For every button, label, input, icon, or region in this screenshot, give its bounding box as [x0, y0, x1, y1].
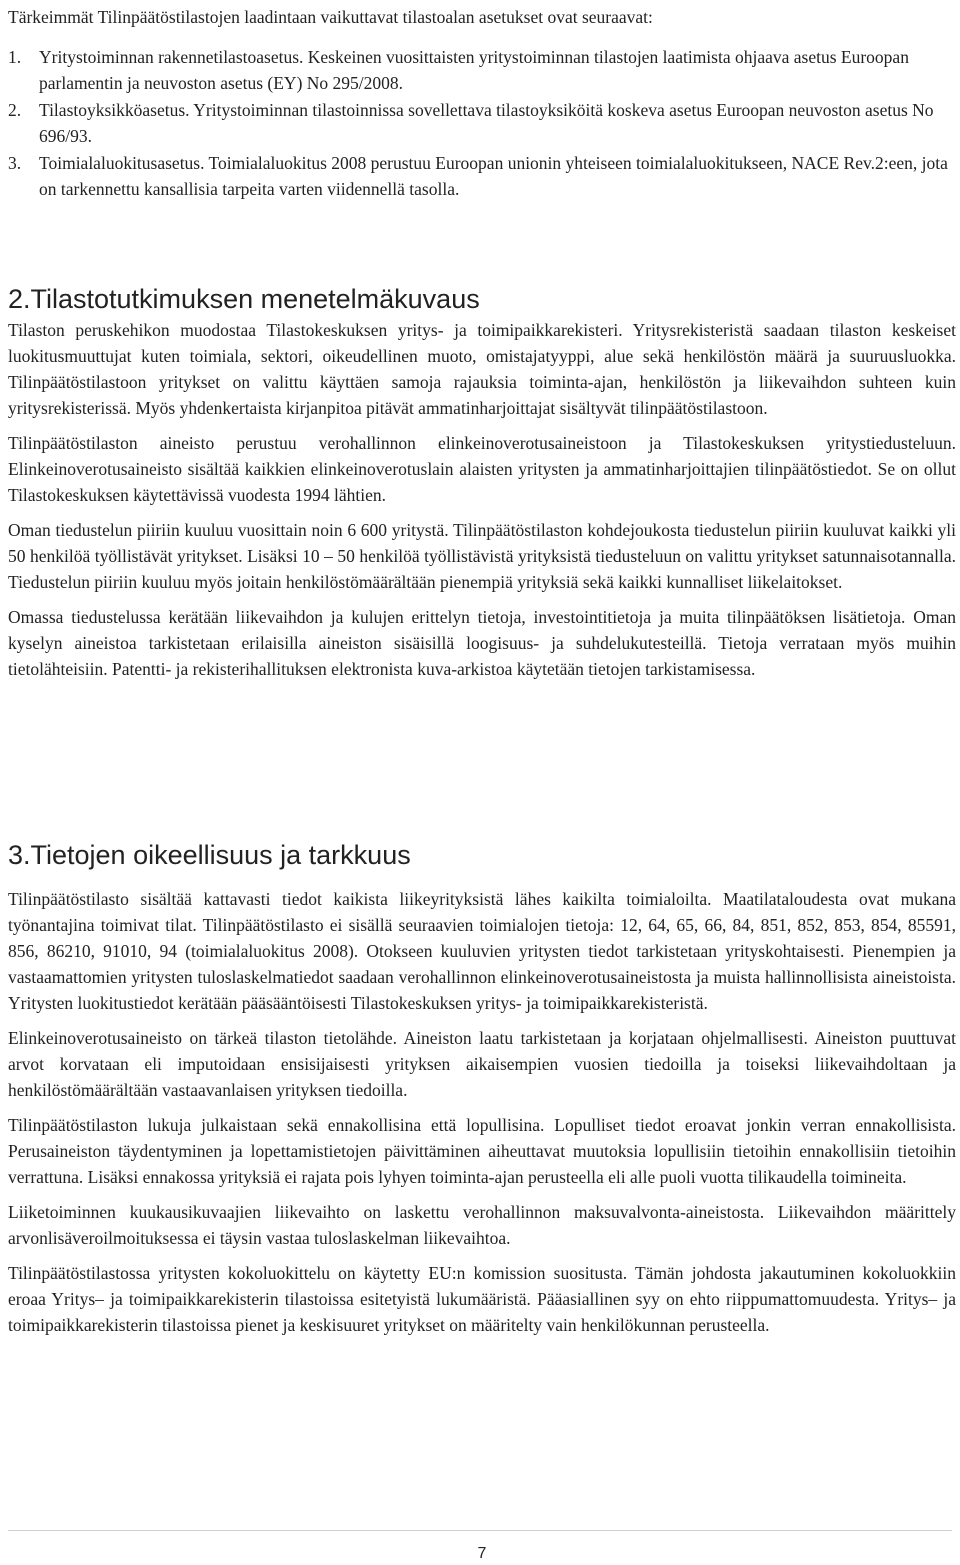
section-3-heading: 3.Tietojen oikeellisuus ja tarkkuus: [8, 840, 411, 870]
paragraph: Liiketoiminnen kuukausikuvaajien liikevaihto on laskettu verohallinnon maksuvalvonta-aineistosta. Liikevaihdon määrittely arvonlisäveroilmoituksessa ei täysin vastaa tuloslaskelman liikevaihtoa.: [8, 1202, 956, 1248]
paragraph: Tilinpäätöstilastossa yritysten kokoluokittelu on käytetty EU:n komission suositusta. Tämän johdosta jakautuminen kokoluokkiin eroaa Yritys– ja toimipaikkarekisterin tilastoissa esitetyistä lukumääristä. Pääasiallinen syy on ehto riippumattomuudesta. Yritys– ja toimipaikkarekisterin tilastoissa pienet ja keskisuuret yritykset on määritelty vain henkilökunnan perusteella.: [8, 1263, 956, 1335]
list-item: [8, 44, 953, 96]
list-item-text: Tilastoyksikköasetus. Yritystoiminnan tilastoinnissa sovellettava tilastoyksiköitä koskeva asetus Euroopan neuvoston asetus No 696/93.: [39, 100, 934, 146]
list-item: [8, 97, 953, 149]
section-2-body: [8, 317, 956, 691]
paragraph: Omassa tiedustelussa kerätään liikevaihdon ja kulujen erittelyn tietoja, investointitietoja ja muita tilinpäätöksen lisätietoja. Oman kyselyn aineistoa tarkistetaan erilaisilla aineiston sisäisillä loogisuus- ja suhdelukutesteillä. Tietoja verrataan myös muihin tietolähteisiin. Patentti- ja rekisterihallituksen elektronista kuva-arkistoa käytetään tietojen tarkistamisessa.: [8, 607, 956, 679]
list-item-text: Toimialaluokitusasetus. Toimialaluokitus 2008 perustuu Euroopan unionin yhteiseen toimialaluokitukseen, NACE Rev.2:een, jota on tarkennettu kansallisia tarpeita varten viidennellä tasolla.: [39, 153, 948, 199]
list-item-text: Yritystoiminnan rakennetilastoasetus. Keskeinen vuosittaisten yritystoiminnan tilastojen laatimista ohjaava asetus Euroopan parlamentin ja neuvoston asetus (EY) No 295/2008.: [39, 47, 909, 93]
paragraph: Oman tiedustelun piiriin kuuluu vuosittain noin 6 600 yritystä. Tilinpäätöstilaston kohdejoukosta tiedustelun piiriin kuuluvat kaikki yli 50 henkilöä työllistävät yritykset. Lisäksi 10 – 50 henkilöä työllistävistä yrityksistä tiedusteluun on valittu yritykset satunnaisotannalla. Tiedustelun piiriin kuuluu myös joitain henkilöstömäärältään pienempiä yrityksiä sekä kaikki kunnalliset liikelaitokset.: [8, 520, 956, 592]
page-number: 7: [477, 1545, 487, 1562]
paragraph: Tilaston peruskehikon muodostaa Tilastokeskuksen yritys- ja toimipaikkarekisteri. Yritysrekisteristä saadaan tilaston keskeiset luokitusmuuttujat kuten toimiala, sektori, oikeudellinen muoto, omistajatyyppi, alue sekä henkilöstön määrä ja suuruusluokka. Tilinpäätöstilastoon yritykset on valittu käyttäen samoja rajauksia toiminta-ajan, henkilöstön ja liikevaihdon suhteen kuin yritysrekisterissä. Myös yhdenkertaista kirjanpitoa pitävät ammatinharjoittajat sisältyvät tilinpäätöstilastoon.: [8, 320, 956, 418]
paragraph: Elinkeinoverotusaineisto on tärkeä tilaston tietolähde. Aineiston laatu tarkistetaan ja korjataan ohjelmallisesti. Aineiston puuttuvat arvot korvataan eli imputoidaan ensisijaisesti yrityksen aikaisempien vuosien tiedoilla ja toiseksi liikevaihdoltaan ja henkilöstömäärältään vastaavanlaisen yrityksen tiedoilla.: [8, 1028, 956, 1100]
list-item: [8, 150, 953, 202]
section-2-heading: 2.Tilastotutkimuksen menetelmäkuvaus: [8, 284, 480, 314]
list-item-number: 1.: [8, 47, 22, 67]
intro-text: Tärkeimmät Tilinpäätöstilastojen laadintaan vaikuttavat tilastoalan asetukset ovat seuraavat:: [8, 7, 653, 27]
paragraph: Tilinpäätöstilasto sisältää kattavasti tiedot kaikista liikeyrityksistä lähes kaikilta toimialoilta. Maatilataloudesta ovat mukana työnantajina toimivat tilat. Tilinpäätöstilasto ei sisällä seuraavien toimialojen tietoja: 12, 64, 65, 66, 84, 851, 852, 853, 854, 85591, 856, 86210, 91010, 94 (toimialaluokitus 2008). Otokseen kuuluvien yritysten tiedot tarkistetaan yrityskohtaisesti. Pienempien ja vastaamattomien yritysten tuloslaskelmatiedot saadaan verohallinnon elinkeinoverotusaineistosta ja muista hallinnollisista aineistoista. Yritysten luokitustiedot kerätään pääsääntöisesti Tilastokeskuksen yritys- ja toimipaikkarekisteristä.: [8, 889, 956, 1013]
section-3-body: [8, 886, 956, 1347]
footer-divider: [8, 1530, 952, 1531]
paragraph: Tilinpäätöstilaston aineisto perustuu verohallinnon elinkeinoverotusaineistoon ja Tilastokeskuksen yritystiedusteluun. Elinkeinoverotusaineisto sisältää kaikkien elinkeinoverotuslain alaisten yritysten ja ammatinharjoittajien tilinpäätöstiedot. Se on ollut Tilastokeskuksen käytettävissä vuodesta 1994 lähtien.: [8, 433, 956, 505]
regulations-list: [8, 44, 953, 203]
list-item-number: 3.: [8, 153, 22, 173]
list-item-number: 2.: [8, 100, 22, 120]
paragraph: Tilinpäätöstilaston lukuja julkaistaan sekä ennakollisina että lopullisina. Lopulliset tiedot eroavat jonkin verran ennakollisista. Perusaineiston täydentyminen ja lopettamistietojen päivittäminen aiheuttavat muutoksia lopullisiin tietoihin ennakollisiin tietoihin verrattuna. Lisäksi ennakossa yrityksiä ei rajata pois lyhyen toiminta-ajan perusteella eli alle puoli vuotta tilikaudella toimineita.: [8, 1115, 956, 1187]
